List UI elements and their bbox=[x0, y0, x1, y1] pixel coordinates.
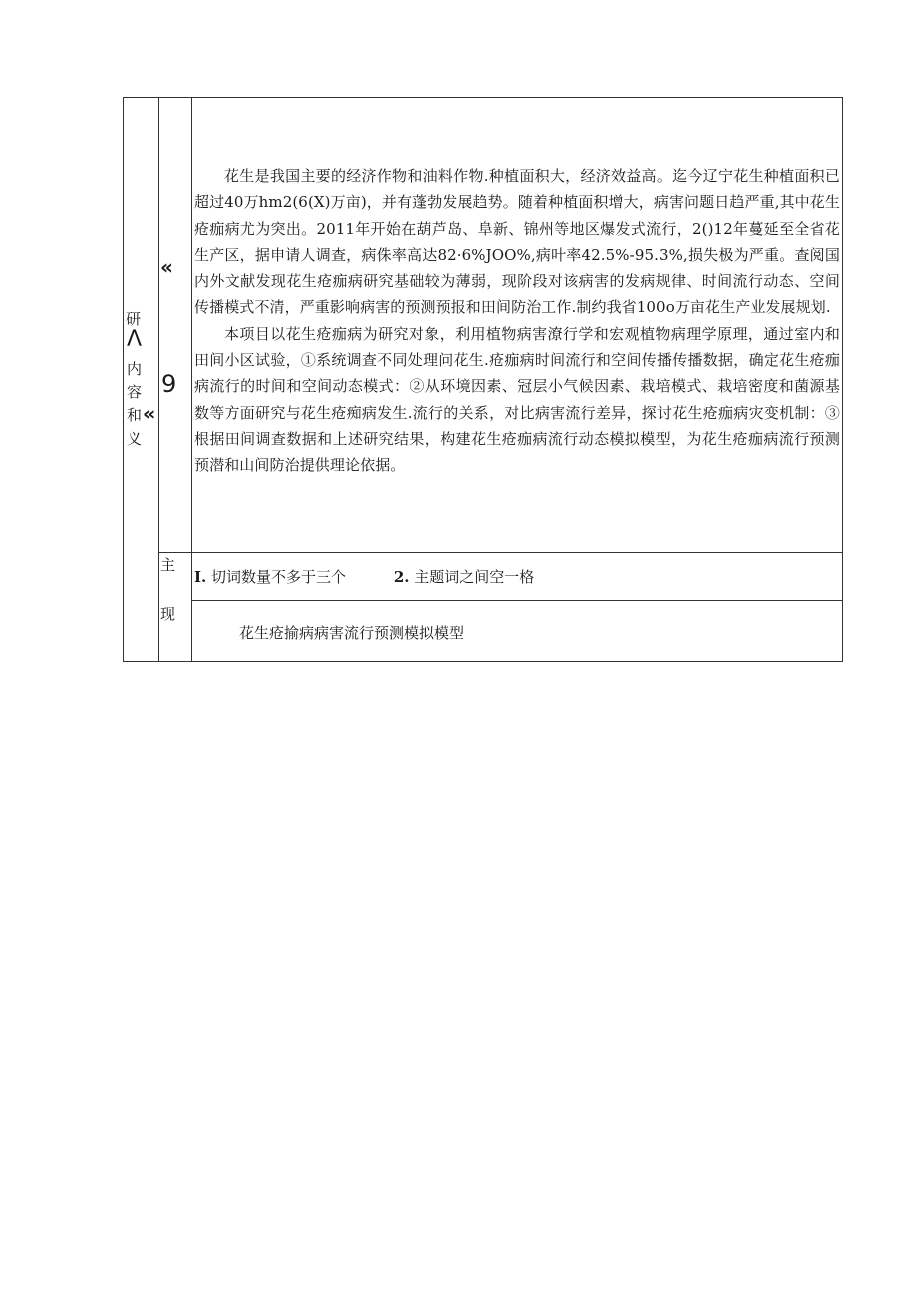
section-label-char-6: 义 bbox=[127, 430, 143, 448]
keyword-rule-1-number: I. bbox=[194, 568, 207, 586]
section-label-char-5: 和 bbox=[127, 406, 143, 424]
section-label-char-4: 容 bbox=[127, 383, 143, 401]
keywords-value: 花生疮揄病病害流行预测模拟模型 bbox=[239, 624, 465, 642]
keyword-rule-1-text: 切词数量不多于三个 bbox=[211, 568, 347, 586]
column-divider-1 bbox=[158, 98, 159, 661]
mid-column-mark-top: « bbox=[160, 255, 173, 279]
column-divider-2 bbox=[191, 98, 192, 661]
section-label-char-1: 研 bbox=[126, 310, 142, 328]
section-label-mark: « bbox=[143, 403, 156, 425]
section-label-char-2: Λ bbox=[127, 327, 143, 352]
section-label-char-3: 内 bbox=[127, 360, 143, 378]
form-table bbox=[123, 97, 843, 662]
mid-column-mark-bottom: 9 bbox=[161, 370, 177, 398]
keyword-rule-2-text: 主题词之间空一格 bbox=[414, 568, 535, 586]
row-divider-1 bbox=[158, 552, 842, 553]
keywords-label-top: 主 bbox=[160, 556, 176, 574]
content-paragraph-1: 花生是我国主要的经济作物和油料作物.种植面积大，经济效益高。迄今辽宁花生种植面积已超过40万hm2(6(X)万亩)，并有蓬勃发展趋势。随着种植面积增大，病害问题日趋严重,其中花生疮痂病尤为突出。2011年开始在葫芦岛、阜新、锦州等地区爆发式流行，2()12年蔓延至全省花生产区，据申请人调查，病侏率高达82·6%JOO%,病叶率42.5%-95.3%,损失极为严重。查阅国内外文献发现花生疮痂病研究基础较为薄弱，现阶段对该病害的发病规律、时间流行动态、空间传播模式不清，严重影响病害的预测预报和田间防治工作.制约我省100o万亩花生产业发展规划. bbox=[194, 167, 840, 317]
row-divider-2 bbox=[191, 600, 842, 601]
content-paragraph-2: 本项目以花生疮痂病为研究对象，利用植物病害潦行学和宏观植物病理学原理，通过室内和田间小区试验，①系统调查不同处理问花生.疮痂病时间流行和空间传播传播数据，确定花生疮痂病流行的时间和空间动态模式：②从环境因素、冠层小气候因素、栽培模式、栽培密度和菌源基数等方面研究与花生疮痴病发生.流行的关系，对比病害流行差异，探讨花生疮痂病灾变机制：③根据田间调查数据和上述研究结果，构建花生疮痂病流行动态模拟模型，为花生疮痂病流行预测预潜和山间防治提供理论依据。 bbox=[194, 324, 840, 475]
content-body bbox=[194, 163, 840, 479]
keyword-rule-2-number: 2. bbox=[393, 568, 410, 586]
keywords-label-bottom: 现 bbox=[160, 605, 176, 623]
keyword-rules bbox=[194, 566, 534, 587]
